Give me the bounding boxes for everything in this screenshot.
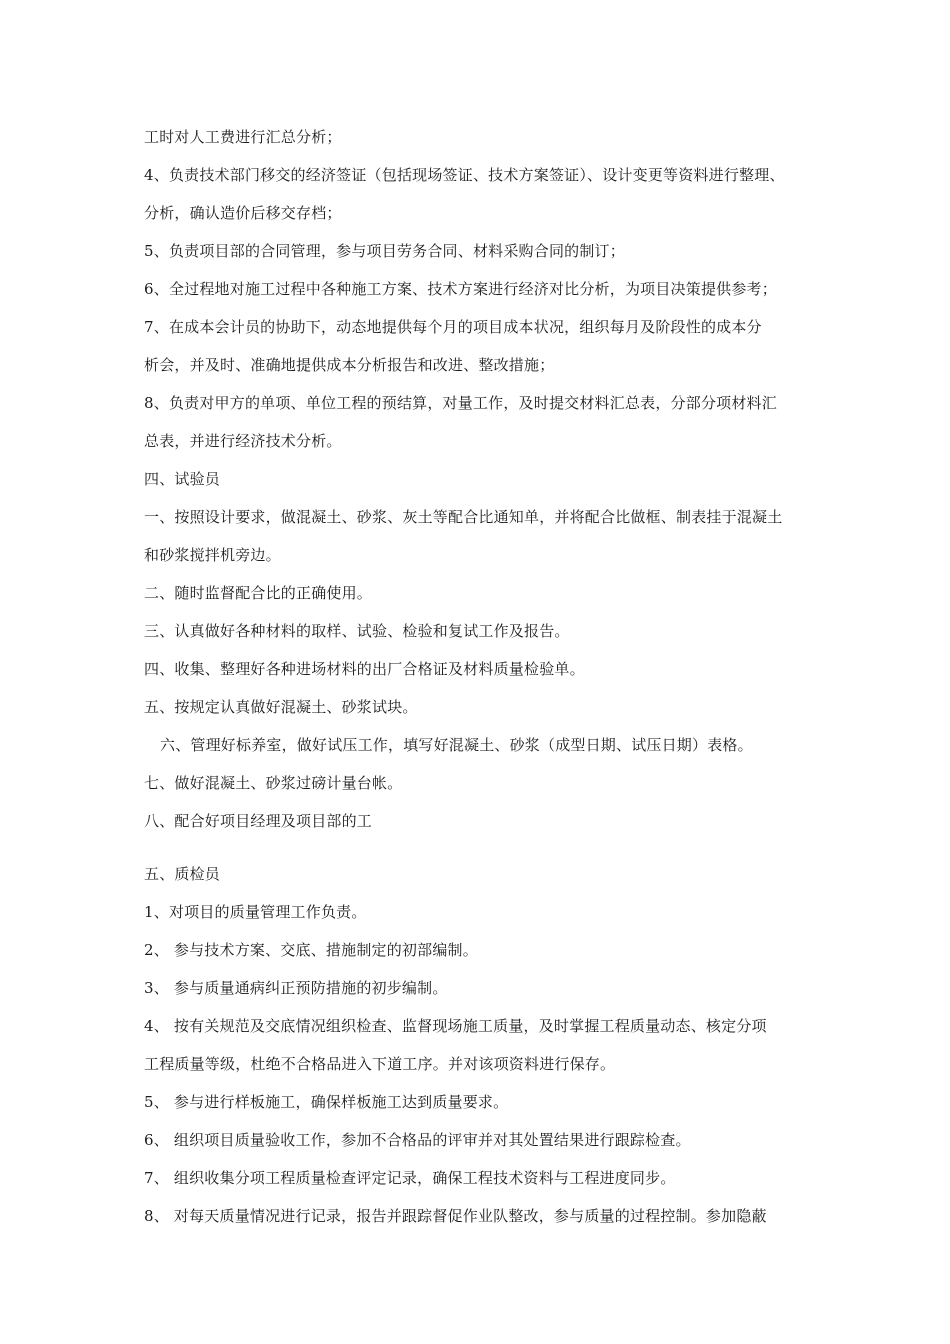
text-line: 4、负责技术部门移交的经济签证（包括现场签证、技术方案签证）、设计变更等资料进行整理、	[144, 166, 785, 184]
text-line: 工时对人工费进行汇总分析；	[144, 128, 342, 146]
text-line: 析会，并及时、准确地提供成本分析报告和改进、整改措施；	[144, 356, 555, 374]
text-line: 1、对项目的质量管理工作负责。	[144, 903, 367, 921]
text-line: 二、随时监督配合比的正确使用。	[144, 584, 373, 602]
text-line: 2、 参与技术方案、交底、措施制定的初部编制。	[144, 941, 478, 959]
section-heading: 四、试验员	[144, 470, 221, 488]
text-line: 五、按规定认真做好混凝土、砂浆试块。	[144, 698, 418, 716]
text-line: 3、 参与质量通病纠正预防措施的初步编制。	[144, 979, 448, 997]
text-line: 5、 参与进行样板施工，确保样板施工达到质量要求。	[144, 1093, 509, 1111]
text-line: 三、认真做好各种材料的取样、试验、检验和复试工作及报告。	[144, 622, 570, 640]
text-line: 分析，确认造价后移交存档；	[144, 204, 342, 222]
text-line: 八、配合好项目经理及项目部的工	[144, 812, 373, 830]
section-heading: 五、质检员	[144, 865, 221, 883]
text-line: 4、 按有关规范及交底情况组织检查、监督现场施工质量，及时掌握工程质量动态、核定分项	[144, 1017, 767, 1035]
text-line: 8、负责对甲方的单项、单位工程的预结算，对量工作，及时提交材料汇总表，分部分项材料汇	[144, 394, 777, 412]
text-line: 和砂浆搅拌机旁边。	[144, 546, 281, 564]
text-line: 6、 组织项目质量验收工作，参加不合格品的评审并对其处置结果进行跟踪检查。	[144, 1131, 691, 1149]
text-line: 一、按照设计要求，做混凝土、砂浆、灰土等配合比通知单，并将配合比做框、制表挂于混凝土	[144, 508, 783, 526]
text-line: 8、 对每天质量情况进行记录，报告并跟踪督促作业队整改，参与质量的过程控制。参加隐蔽	[144, 1207, 767, 1225]
text-line: 7、 组织收集分项工程质量检查评定记录，确保工程技术资料与工程进度同步。	[144, 1169, 676, 1187]
text-line: 7、在成本会计员的协助下，动态地提供每个月的项目成本状况，组织每月及阶段性的成本分	[144, 318, 762, 336]
text-line: 6、全过程地对施工过程中各种施工方案、技术方案进行经济对比分析，为项目决策提供参考；	[144, 280, 777, 298]
text-line: 七、做好混凝土、砂浆过磅计量台帐。	[144, 774, 403, 792]
text-line: 工程质量等级，杜绝不合格品进入下道工序。并对该项资料进行保存。	[144, 1055, 616, 1073]
text-line: 总表，并进行经济技术分析。	[144, 432, 342, 450]
text-line: 六、管理好标养室，做好试压工作，填写好混凝土、砂浆（成型日期、试压日期）表格。	[160, 736, 753, 754]
text-line: 5、负责项目部的合同管理，参与项目劳务合同、材料采购合同的制订；	[144, 242, 625, 260]
text-line: 四、收集、整理好各种进场材料的出厂合格证及材料质量检验单。	[144, 660, 585, 678]
